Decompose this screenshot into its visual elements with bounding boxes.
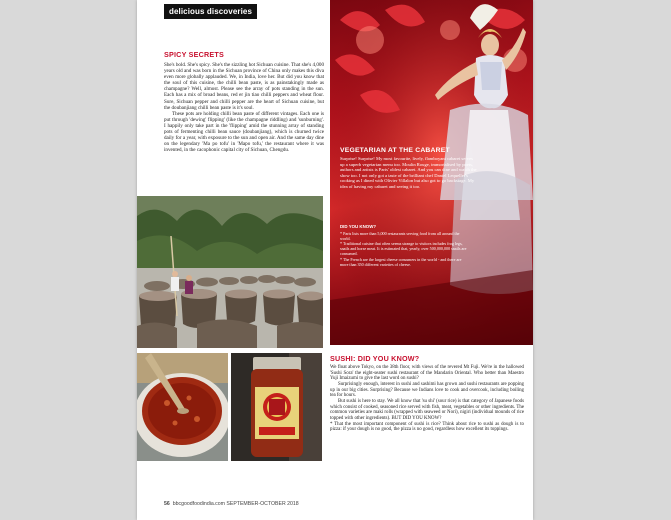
sushi-paragraph-3: But sushi is here to stay. We all know that 'su shi' (sour rice) is that category of Japanese foods which consist of cooked, seasoned rice served with fish, meat, vegetables or other ingredients. The common varieties are maki rolls (wrapped with seaweed or Nori), nigiri (individual mounds of rice topped with other ingredients). BUT DID YOU KNOW? xyxy=(330,398,524,421)
cabaret-photo-panel xyxy=(330,0,533,345)
dyk-fact-3: * The French are the largest cheese consumers in the world - and there are more than 350 different varieties of cheese. xyxy=(340,256,462,267)
paris-did-you-know xyxy=(340,224,468,267)
sushi-heading: SUSHI: DID YOU KNOW? xyxy=(330,354,420,363)
dyk-fact-1: * Paris lists more than 5,000 restaurants serving food from all around the world. xyxy=(340,231,460,242)
sushi-paragraph-2: Surprisingly enough, interest in sushi and sashimi has grown and sushi restaurants are popping up in our big cities. Surprising? Because we Indians love to cook and overcook, including boiling tea for hours. xyxy=(330,381,524,399)
spicy-secrets-heading: SPICY SECRETS xyxy=(164,50,224,59)
sushi-paragraph-1: We float above Tokyo, on the 38th floor, with views of the revered Mt Fuji. We're in the hallowed 'Sushi Sora' the eight-seater sushi restaurant of the Mandarin Oriental. Who better than Maestro Yuji Imaizumi to give the last word on sushi? xyxy=(330,365,524,382)
chilli-paste-bowl-photo xyxy=(137,353,228,461)
dyk-fact-2: * Traditional cuisine that often seems strange to visitors includes frog legs, snails and horse meat. It is estimated that, yearly, over 500,000,000 snails are consumed. xyxy=(340,241,467,257)
sushi-paragraph-4: * That the most important component of sushi is rice? Think about rice to sushi as dough is to pizza: if your dough is no good, the pizza is no good, regardless how excellent its toppings. xyxy=(330,421,524,433)
dyk-title: DID YOU KNOW? xyxy=(340,224,377,229)
cabaret-heading: VEGETARIAN AT THE CABARET xyxy=(340,147,450,154)
spicy-paragraph-1: She's bold. She's spicy. She's the sizzling hot Sichuan cuisine. That she's 4,000 years old and was born in the Sichuan province of China only makes this diva even more globally applauded. We, in India, love her. But did you know that the soul of this cuisine, the chilli bean paste, is as painstakingly made as champagne? Well, almost. Please see the array of pots standing in the sun. Each has a mix of broad beans, red er jin tiao chilli peppers and wheat flour. Sure, Sichuan pepper and chilli pepper are the heart of Sichuan cuisine, but the doubanjiang chilli bean paste is it's soul. xyxy=(164,62,325,111)
spicy-secrets-article xyxy=(164,50,324,153)
cabaret-article xyxy=(340,147,478,189)
page-number: 56 xyxy=(164,501,170,507)
spicy-paragraph-2: These pots are holding chilli bean paste of different vintages. Each one is put through 'dewing' flipping' (like the champagne riddling) and 'sunburning'. I happily only take part in the 'flipping' amid the stunning array of standing pots of fermenting chilli bean sauce (doubanjiang), which is churned twice daily for a year, with exposure to the sun and open air. And the same day dine on the legendary 'Ma po tofu' in 'Mapo tofu,' the restaurant where it was invented, in the cacophonic capital city of Sichuan, Chengdu. xyxy=(164,110,324,154)
page-footer xyxy=(164,501,299,507)
section-tag: delicious discoveries xyxy=(164,4,257,19)
footer-text: bbcgoodfoodindia.com SEPTEMBER-OCTOBER 2018 xyxy=(172,501,299,507)
magazine-page xyxy=(137,0,533,520)
cabaret-body: Surprise! Surprise! My most favourite, lively, flamboyant cabaret serves up a superb vegetarian menu too. Moulin Rouge, immortalised by poets, authors and artists is Paris' oldest cabaret. And you can dine and watch the show too. I not only got a taste of the brilliant chef Daniel Lequeller's cooking as I dined with Olivier Villalon but also got to go backstage. My idea of having my cabaret and seeing it too. xyxy=(340,156,477,189)
fermentation-pots-photo xyxy=(137,196,323,348)
sushi-article xyxy=(330,354,524,433)
chilli-bean-paste-jar-photo xyxy=(231,353,322,461)
